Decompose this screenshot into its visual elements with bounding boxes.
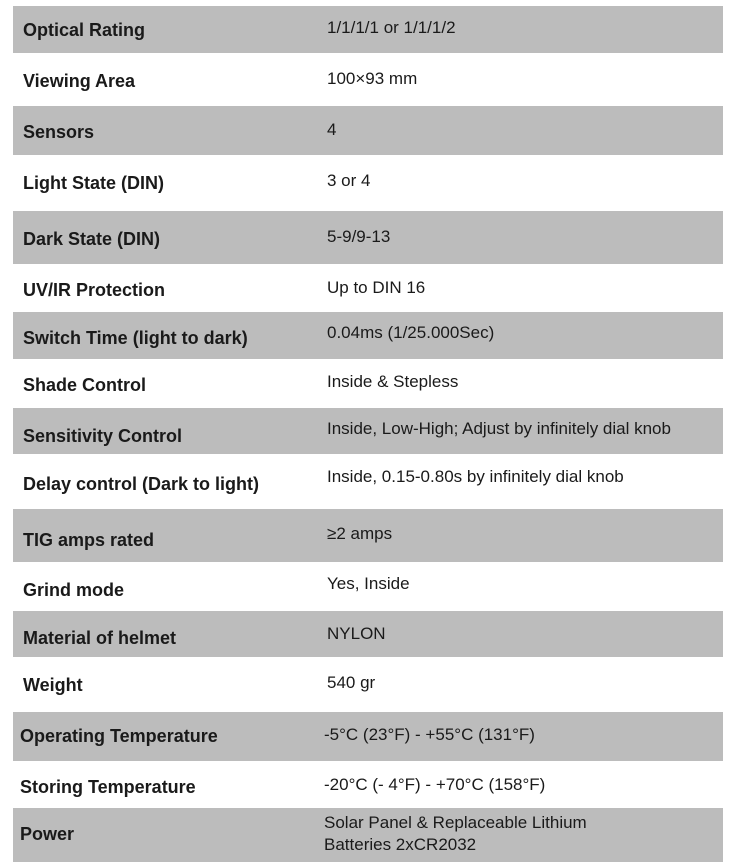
spec-value: ≥2 amps bbox=[327, 524, 393, 543]
spec-value: Inside, Low-High; Adjust by infinitely dial knob bbox=[327, 419, 671, 438]
spec-label: Grind mode bbox=[23, 580, 125, 600]
spec-value: 5-9/9-13 bbox=[327, 227, 391, 246]
spec-value-line-1: Solar Panel & Replaceable Lithium bbox=[324, 813, 587, 832]
spec-row-power bbox=[13, 808, 723, 862]
spec-label: Storing Temperature bbox=[20, 777, 196, 797]
spec-row-operating-temperature bbox=[13, 712, 723, 761]
spec-row-switch-time bbox=[13, 312, 723, 359]
spec-value: NYLON bbox=[327, 624, 386, 643]
spec-row-storing-temperature bbox=[13, 761, 723, 808]
spec-value: Inside & Stepless bbox=[327, 372, 459, 391]
spec-label: Sensors bbox=[23, 122, 95, 142]
spec-row-optical-rating bbox=[13, 6, 723, 53]
spec-value: 100×93 mm bbox=[327, 69, 418, 88]
spec-label: Switch Time (light to dark) bbox=[23, 328, 248, 348]
spec-value: 1/1/1/1 or 1/1/1/2 bbox=[327, 18, 456, 37]
spec-row-sensors bbox=[13, 106, 723, 155]
spec-row-sensitivity-control bbox=[13, 408, 723, 454]
spec-value: Yes, Inside bbox=[327, 574, 410, 593]
spec-row-shade-control bbox=[13, 359, 723, 408]
spec-label: Power bbox=[20, 824, 75, 844]
spec-value: -5°C (23°F) - +55°C (131°F) bbox=[324, 725, 535, 744]
spec-label: Delay control (Dark to light) bbox=[23, 474, 260, 494]
spec-value-line-2: Batteries 2xCR2032 bbox=[324, 835, 477, 854]
spec-row-viewing-area bbox=[13, 53, 723, 106]
spec-label: Dark State (DIN) bbox=[23, 229, 161, 249]
spec-value: 4 bbox=[327, 120, 337, 139]
spec-label: Viewing Area bbox=[23, 71, 136, 91]
spec-row-tig-amps bbox=[13, 509, 723, 562]
spec-table bbox=[13, 6, 723, 862]
spec-label: Weight bbox=[23, 675, 83, 695]
spec-label: TIG amps rated bbox=[23, 530, 155, 550]
spec-row-weight bbox=[13, 657, 723, 712]
spec-row-light-state bbox=[13, 155, 723, 211]
spec-label: UV/IR Protection bbox=[23, 280, 166, 300]
spec-label: Shade Control bbox=[23, 375, 147, 395]
spec-value: 3 or 4 bbox=[327, 171, 371, 190]
spec-label: Material of helmet bbox=[23, 628, 177, 648]
spec-row-delay-control bbox=[13, 454, 723, 509]
spec-row-material bbox=[13, 611, 723, 657]
spec-value: -20°C (- 4°F) - +70°C (158°F) bbox=[324, 775, 546, 794]
spec-label: Sensitivity Control bbox=[23, 426, 183, 446]
spec-label: Light State (DIN) bbox=[23, 173, 164, 193]
spec-row-grind-mode bbox=[13, 562, 723, 611]
spec-value: Inside, 0.15-0.80s by infinitely dial knob bbox=[327, 467, 624, 486]
spec-value: Up to DIN 16 bbox=[327, 278, 426, 297]
spec-label: Optical Rating bbox=[23, 20, 146, 40]
spec-value: 0.04ms (1/25.000Sec) bbox=[327, 323, 495, 342]
spec-value: 540 gr bbox=[327, 673, 376, 692]
spec-row-dark-state bbox=[13, 211, 723, 264]
spec-row-uv-ir-protection bbox=[13, 264, 723, 312]
spec-label: Operating Temperature bbox=[20, 726, 218, 746]
